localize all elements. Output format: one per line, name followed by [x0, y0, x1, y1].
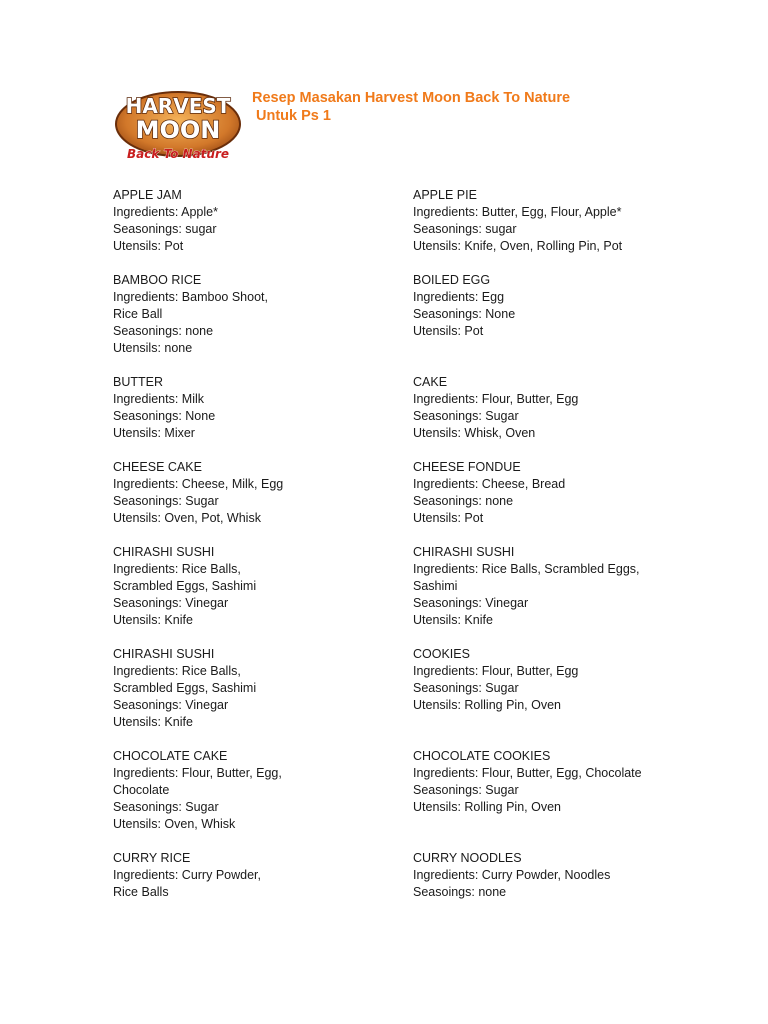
recipe-entry: [413, 544, 640, 629]
recipe-detail-line: Ingredients: Flour, Butter, Egg: [413, 664, 579, 678]
recipe-name: APPLE PIE: [413, 188, 477, 202]
recipe-name: CHEESE CAKE: [113, 460, 202, 474]
page-title: [252, 89, 570, 125]
recipe-detail-line: Utensils: Knife: [113, 613, 193, 627]
recipe-detail-line: Utensils: Pot: [113, 239, 184, 253]
recipe-detail-line: Utensils: none: [113, 341, 193, 355]
recipe-name: CHIRASHI SUSHI: [113, 647, 215, 661]
recipe-detail-line: Ingredients: Bamboo Shoot,: [113, 290, 268, 304]
recipe-detail-line: Utensils: Knife: [113, 715, 193, 729]
recipe-detail-line: Utensils: Mixer: [113, 426, 195, 440]
recipe-entry: [413, 272, 515, 340]
recipe-detail-line: Ingredients: Cheese, Bread: [413, 477, 566, 491]
recipe-detail-line: Seasonings: None: [413, 307, 516, 321]
recipe-entry: [113, 374, 215, 442]
logo-text-moon: MOON: [135, 116, 221, 144]
recipe-detail-line: Ingredients: Curry Powder,: [113, 868, 261, 882]
logo-text-back-to-nature: Back To Nature: [126, 147, 230, 161]
recipe-name: CHIRASHI SUSHI: [113, 545, 215, 559]
title-line-1: Resep Masakan Harvest Moon Back To Nature: [252, 90, 571, 106]
recipe-detail-line: Utensils: Oven, Pot, Whisk: [113, 511, 261, 525]
recipe-entry: [113, 850, 261, 901]
recipe-name: CHOCOLATE CAKE: [113, 749, 228, 763]
recipe-detail-line: Seasonings: Sugar: [113, 494, 219, 508]
recipe-detail-line: Ingredients: Flour, Butter, Egg: [413, 392, 579, 406]
recipe-detail-line: Seasonings: none: [413, 494, 514, 508]
recipe-detail-line: Utensils: Pot: [413, 324, 484, 338]
recipe-entry: [413, 187, 622, 255]
recipe-entry: [413, 459, 565, 527]
recipe-detail-line: Ingredients: Rice Balls, Scrambled Eggs,: [413, 562, 640, 576]
recipe-entry: [413, 646, 578, 714]
title-line-2: Untuk Ps 1: [256, 108, 331, 124]
recipe-detail-line: Rice Balls: [113, 885, 169, 899]
recipe-detail-line: Seasonings: Sugar: [413, 681, 519, 695]
recipe-detail-line: Rice Ball: [113, 307, 163, 321]
recipe-name: COOKIES: [413, 647, 470, 661]
recipe-entry: [113, 544, 256, 629]
recipe-entry: [113, 646, 256, 731]
recipe-entry: [113, 272, 268, 357]
recipe-detail-line: Ingredients: Egg: [413, 290, 505, 304]
recipe-detail-line: Seasoings: none: [413, 885, 507, 899]
recipe-detail-line: Ingredients: Apple*: [113, 205, 218, 219]
recipe-detail-line: Utensils: Rolling Pin, Oven: [413, 698, 561, 712]
recipe-detail-line: Seasonings: none: [113, 324, 214, 338]
recipe-name: BAMBOO RICE: [113, 273, 202, 287]
recipe-detail-line: Seasonings: Vinegar: [113, 698, 229, 712]
recipe-detail-line: Seasonings: sugar: [113, 222, 217, 236]
recipe-name: CURRY RICE: [113, 851, 191, 865]
recipe-detail-line: Chocolate: [113, 783, 170, 797]
recipe-detail-line: Seasonings: Sugar: [413, 783, 519, 797]
recipe-detail-line: Ingredients: Cheese, Milk, Egg: [113, 477, 284, 491]
recipe-detail-line: Utensils: Pot: [413, 511, 484, 525]
recipe-detail-line: Seasonings: None: [113, 409, 216, 423]
recipe-detail-line: Ingredients: Rice Balls,: [113, 562, 241, 576]
recipe-detail-line: Utensils: Rolling Pin, Oven: [413, 800, 561, 814]
recipe-detail-line: Scrambled Eggs, Sashimi: [113, 579, 257, 593]
recipe-detail-line: Sashimi: [413, 579, 458, 593]
recipe-entry: [113, 748, 282, 833]
recipe-name: BUTTER: [113, 375, 163, 389]
logo-text-harvest: HARVEST: [125, 94, 231, 118]
recipe-name: CHEESE FONDUE: [413, 460, 521, 474]
recipe-name: APPLE JAM: [113, 188, 182, 202]
recipe-name: CHIRASHI SUSHI: [413, 545, 515, 559]
recipe-detail-line: Ingredients: Milk: [113, 392, 205, 406]
recipe-detail-line: Seasonings: Vinegar: [413, 596, 529, 610]
recipe-name: BOILED EGG: [413, 273, 491, 287]
recipe-name: CHOCOLATE COOKIES: [413, 749, 551, 763]
recipe-detail-line: Utensils: Oven, Whisk: [113, 817, 236, 831]
recipe-detail-line: Seasonings: sugar: [413, 222, 517, 236]
recipe-detail-line: Ingredients: Butter, Egg, Flour, Apple*: [413, 205, 622, 219]
recipe-detail-line: Ingredients: Flour, Butter, Egg, Chocolate: [413, 766, 642, 780]
recipe-entry: [413, 850, 610, 901]
recipe-detail-line: Seasonings: Sugar: [413, 409, 519, 423]
recipe-detail-line: Seasonings: Vinegar: [113, 596, 229, 610]
recipe-detail-line: Ingredients: Flour, Butter, Egg,: [113, 766, 282, 780]
recipe-detail-line: Utensils: Knife, Oven, Rolling Pin, Pot: [413, 239, 623, 253]
recipe-detail-line: Utensils: Whisk, Oven: [413, 426, 536, 440]
recipe-entry: [113, 459, 283, 527]
harvest-moon-logo: [112, 86, 246, 164]
recipe-name: CURRY NOODLES: [413, 851, 522, 865]
recipe-detail-line: Ingredients: Rice Balls,: [113, 664, 241, 678]
recipe-detail-line: Utensils: Knife: [413, 613, 493, 627]
recipe-detail-line: Ingredients: Curry Powder, Noodles: [413, 868, 611, 882]
recipe-name: CAKE: [413, 375, 448, 389]
recipe-detail-line: Seasonings: Sugar: [113, 800, 219, 814]
recipe-detail-line: Scrambled Eggs, Sashimi: [113, 681, 257, 695]
recipe-entry: [113, 187, 218, 255]
recipe-entry: [413, 748, 642, 816]
recipe-entry: [413, 374, 578, 442]
